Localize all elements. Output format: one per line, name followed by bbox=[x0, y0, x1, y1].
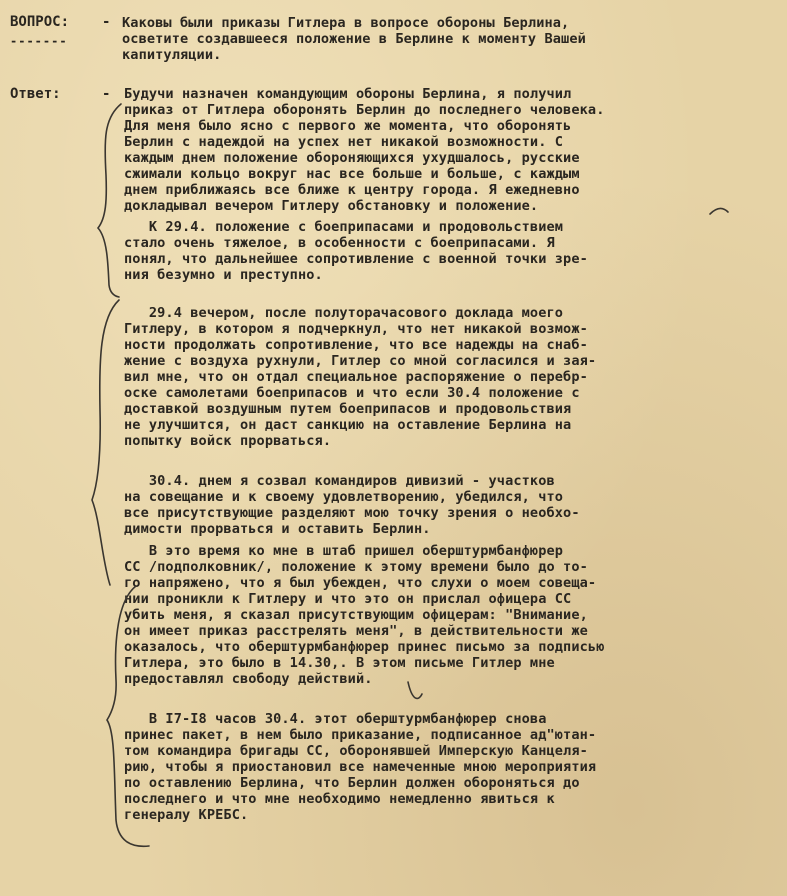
answer-line: все присутствующие разделяют мою точку зрения о необхо- bbox=[124, 505, 580, 521]
answer-line: Гитлера, это было в 14.30,. В этом письме Гитлер мне bbox=[124, 655, 555, 671]
question-line: капитуляции. bbox=[122, 47, 222, 63]
answer-line: днем приближаясь все ближе к центру города. Я ежедневно bbox=[124, 182, 580, 198]
answer-line: ности продолжать сопротивление, что все надежды на снаб- bbox=[124, 337, 588, 353]
answer-line: оске самолетами боеприпасов и что если 30.4 положение с bbox=[124, 385, 580, 401]
answer-line: Берлин с надеждой на успех нет никакой возможности. С bbox=[124, 134, 564, 150]
answer-line: Будучи назначен командующим обороны Берлина, я получил bbox=[124, 86, 572, 102]
answer-line: понял, что дальнейшее сопротивление с военной точки зре- bbox=[124, 251, 588, 267]
answer-line: по оставлению Берлина, что Берлин должен обороняться до bbox=[124, 775, 580, 791]
answer-line: попытку войск прорваться. bbox=[124, 433, 332, 449]
question-label-underline: ------- bbox=[10, 34, 68, 48]
answer-line: В это время ко мне в штаб пришел оберштурмбанфюрер bbox=[124, 543, 564, 559]
answer-line: вил мне, что он отдал специальное распоряжение о перебр- bbox=[124, 369, 588, 385]
answer-line: Для меня было ясно с первого же момента, что оборонять bbox=[124, 118, 572, 134]
answer-line: рию, чтобы я приостановил все намеченные мною мероприятия bbox=[124, 759, 597, 775]
answer-line: СС /подполковник/, положение к этому времени было до то- bbox=[124, 559, 588, 575]
answer-line: принес пакет, в нем было приказание, подписанное ад"ютан- bbox=[124, 727, 597, 743]
answer-line: том командира бригады СС, оборонявшей Имперскую Канцеля- bbox=[124, 743, 588, 759]
answer-line: нии проникли к Гитлеру и что это он прислал офицера СС bbox=[124, 591, 572, 607]
bracket-mark bbox=[92, 300, 119, 585]
answer-line: он имеет приказ расстрелять меня", в действительности же bbox=[124, 623, 588, 639]
answer-line: го напряжено, что я был убежден, что слухи о моем совеща- bbox=[124, 575, 597, 591]
bracket-mark bbox=[98, 104, 121, 297]
answer-line: приказ от Гитлера оборонять Берлин до последнего человека. bbox=[124, 102, 605, 118]
answer-line: докладывал вечером Гитлеру обстановку и положение. bbox=[124, 198, 539, 214]
answer-line: убить меня, я сказал присутствующим офицерам: "Внимание, bbox=[124, 607, 588, 623]
answer-line: предоставлял свободу действий. bbox=[124, 671, 373, 687]
answer-line: генералу КРЕБС. bbox=[124, 807, 249, 823]
answer-line: К 29.4. положение с боеприпасами и продовольствием bbox=[124, 219, 564, 235]
answer-line: оказалось, что оберштурмбанфюрер принес письмо за подписью bbox=[124, 639, 605, 655]
answer-line: доставкой воздушным путем боеприпасов и продовольствия bbox=[124, 401, 572, 417]
answer-line: жение с воздуха рухнули, Гитлер со мной согласился и зая- bbox=[124, 353, 597, 369]
answer-line: Гитлеру, в котором я подчеркнул, что нет никакой возмож- bbox=[124, 321, 588, 337]
answer-line: каждым днем положение обороняющихся ухудшалось, русские bbox=[124, 150, 580, 166]
answer-line: 29.4 вечером, после полуторачасового доклада моего bbox=[124, 305, 564, 321]
question-line: Каковы были приказы Гитлера в вопросе обороны Берлина, bbox=[122, 15, 570, 31]
answer-label: Ответ: bbox=[10, 86, 61, 102]
bracket-mark bbox=[710, 208, 728, 214]
answer-line: не улучшится, он даст санкцию на оставление Берлина на bbox=[124, 417, 572, 433]
bracket-mark bbox=[107, 586, 149, 846]
answer-line: ния безумно и преступно. bbox=[124, 267, 323, 283]
question-dash: - bbox=[102, 14, 111, 30]
answer-line: на совещание и к своему удовлетворению, убедился, что bbox=[124, 489, 564, 505]
bracket-mark bbox=[408, 682, 422, 698]
answer-line: В I7-I8 часов 30.4. этот оберштурмбанфюрер снова bbox=[124, 711, 547, 727]
answer-line: 30.4. днем я созвал командиров дивизий - участков bbox=[124, 473, 555, 489]
answer-dash: - bbox=[102, 86, 111, 102]
answer-line: сжимали кольцо вокруг нас все больше и больше, с каждым bbox=[124, 166, 580, 182]
answer-line: последнего и что мне необходимо немедленно явиться к bbox=[124, 791, 555, 807]
question-line: осветите создавшееся положение в Берлине к моменту Вашей bbox=[122, 31, 586, 47]
answer-line: димости прорваться и оставить Берлин. bbox=[124, 521, 431, 537]
question-label: ВОПРОС: bbox=[10, 14, 70, 30]
answer-line: стало очень тяжелое, в особенности с боеприпасами. Я bbox=[124, 235, 555, 251]
